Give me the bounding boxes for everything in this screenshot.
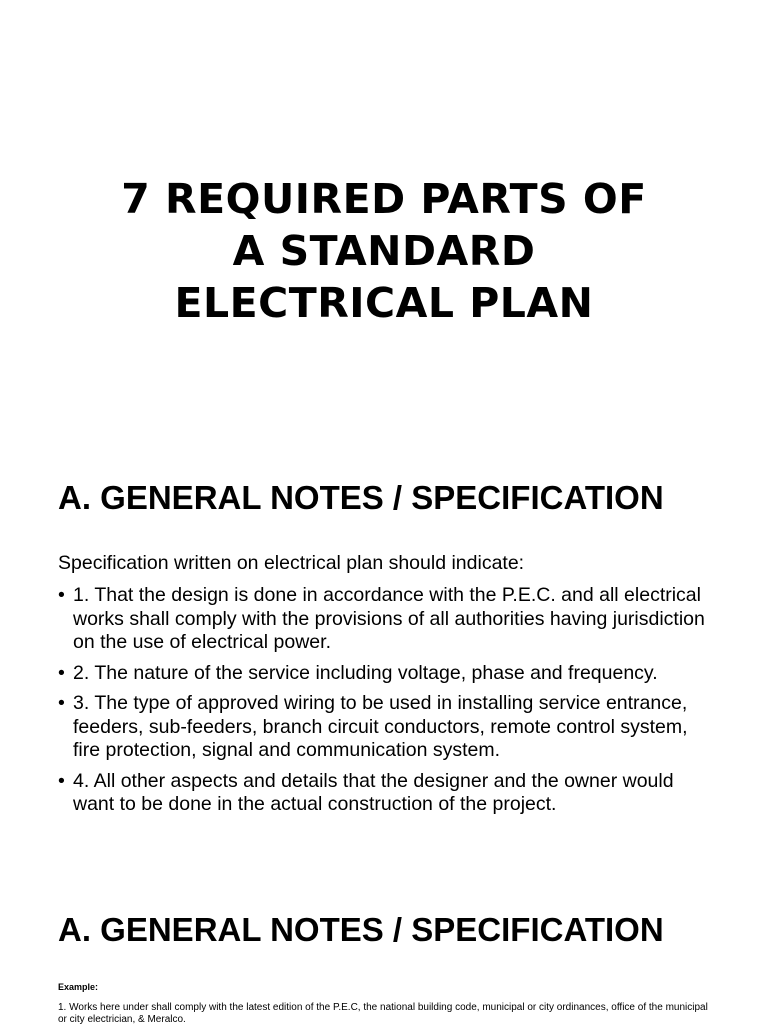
- list-item: [58, 662, 718, 686]
- bullet-icon: •: [58, 692, 65, 714]
- section-heading: A. GENERAL NOTES / SPECIFICATION: [58, 911, 664, 948]
- list-item: [58, 770, 718, 817]
- intro-text: Specification written on electrical plan should indicate:: [58, 552, 525, 574]
- main-title: [0, 173, 768, 329]
- list-item-text: 2. The nature of the service including voltage, phase and frequency.: [73, 661, 658, 684]
- example-label: Example:: [58, 982, 99, 992]
- bullet-icon: •: [58, 584, 65, 606]
- list-item: [58, 692, 718, 763]
- bullet-icon: •: [58, 769, 65, 792]
- bullet-icon: •: [58, 661, 65, 684]
- list-item-text: 3. The type of approved wiring to be used in installing service entrance, feeders, sub-feeders, branch circuit conductors, remote control system, fire protection, signal and communication system.: [73, 692, 688, 761]
- list-item: [58, 584, 718, 655]
- main-title-line: A STANDARD: [232, 227, 536, 275]
- title-slide: [0, 0, 768, 460]
- general-notes-slide: [0, 460, 768, 890]
- example-slide: [0, 890, 768, 1024]
- list-item-text: 1. That the design is done in accordance with the P.E.C. and all electrical works shall comply with the provisions of all authorities having jurisdiction on the use of electrical power.: [73, 584, 705, 653]
- list-item-text: 4. All other aspects and details that the designer and the owner would want to be done in the actual construction of the project.: [73, 769, 674, 815]
- main-title-line: ELECTRICAL PLAN: [174, 279, 594, 327]
- example-text: 1. Works here under shall comply with the latest edition of the P.E.C, the national building code, municipal or city ordinances, office of the municipal or city electrician, & Meralco.: [58, 1002, 708, 1025]
- section-heading: A. GENERAL NOTES / SPECIFICATION: [58, 479, 664, 516]
- main-title-line: 7 REQUIRED PARTS OF: [121, 175, 647, 223]
- specification-list: [58, 584, 718, 824]
